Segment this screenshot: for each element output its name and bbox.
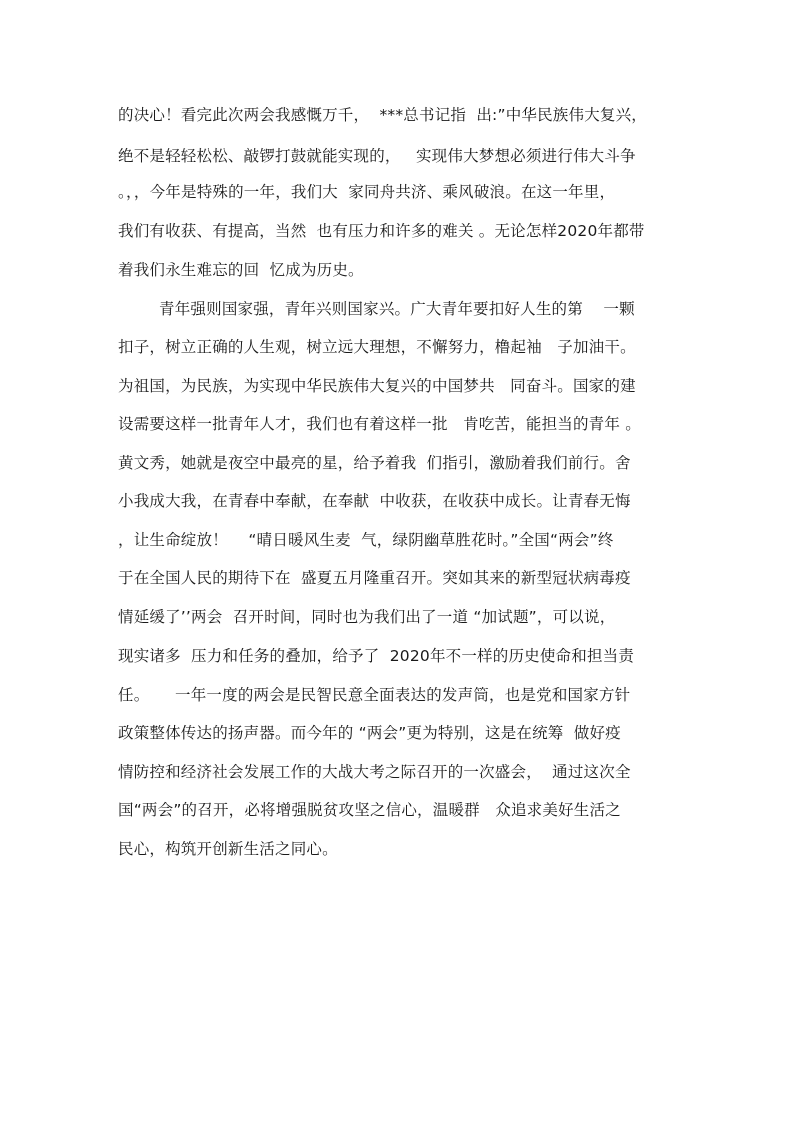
text-line: 任。 一年一度的两会是民智民意全面表达的发声筒，也是党和国家方针 xyxy=(118,686,631,704)
text-line: 设需要这样一批青年人才，我们也有着这样一批 肯吃苦，能担当的青年 。 xyxy=(118,415,641,433)
text-line: 民心，构筑开创新生活之同心。 xyxy=(118,840,338,858)
text-line: 我们有收获、有提高，当然 也有压力和许多的难关 。无论怎样2020年都带 xyxy=(118,222,645,240)
text-line: 青年强则国家强，青年兴则国家兴。广大青年要扣好人生的第 一颗 xyxy=(118,300,635,318)
text-line: 绝不是轻轻松松、敲锣打鼓就能实现的， 实现伟大梦想必须进行伟大斗争 xyxy=(118,147,636,165)
text-line: 着我们永生难忘的回 忆成为历史。 xyxy=(118,261,364,279)
text-line: 政策整体传达的扬声器。而今年的 “两会”更为特别，这是在统筹 做好疫 xyxy=(118,724,621,742)
text-line: 现实诸多 压力和任务的叠加，给予了 2020年不一样的历史使命和担当责 xyxy=(118,647,635,665)
text-line: 情延缓了’’两会 召开时间，同时也为我们出了一道 “加试题”，可以说， xyxy=(118,608,616,626)
text-line: 小我成大我，在青春中奉献，在奉献 中收获，在收获中成长。让青春无悔 xyxy=(118,492,631,510)
text-line: 扣子，树立正确的人生观，树立远大理想，不懈努力，橹起袖 子加油干。 xyxy=(118,338,636,356)
text-line: ，让生命绽放！ “晴日暖风生麦 气，绿阴幽草胜花时。”全国“两会”终 xyxy=(118,531,614,549)
text-line: 于在全国人民的期待下在 盛夏五月隆重召开。突如其来的新型冠状病毒疫 xyxy=(118,569,631,587)
text-line: 。，，今年是特殊的一年，我们大 家同舟共济、乘风破浪。在这一年里， xyxy=(118,183,616,201)
text-line: 的决心！看完此次两会我感慨万千， ***总书记指 出:”中华民族伟大复兴， xyxy=(118,106,648,124)
text-line: 黄文秀，她就是夜空中最亮的星，给予着我 们指引，激励着我们前行。舍 xyxy=(118,454,631,472)
text-line: 为祖国，为民族，为实现中华民族伟大复兴的中国梦共 同奋斗。国家的建 xyxy=(118,377,636,395)
text-line: 国“两会”的召开，必将增强脱贫攻坚之信心，温暖群 众追求美好生活之 xyxy=(118,801,621,819)
text-line: 情防控和经济社会发展工作的大战大考之际召开的一次盛会， 通过这次全 xyxy=(118,763,631,781)
